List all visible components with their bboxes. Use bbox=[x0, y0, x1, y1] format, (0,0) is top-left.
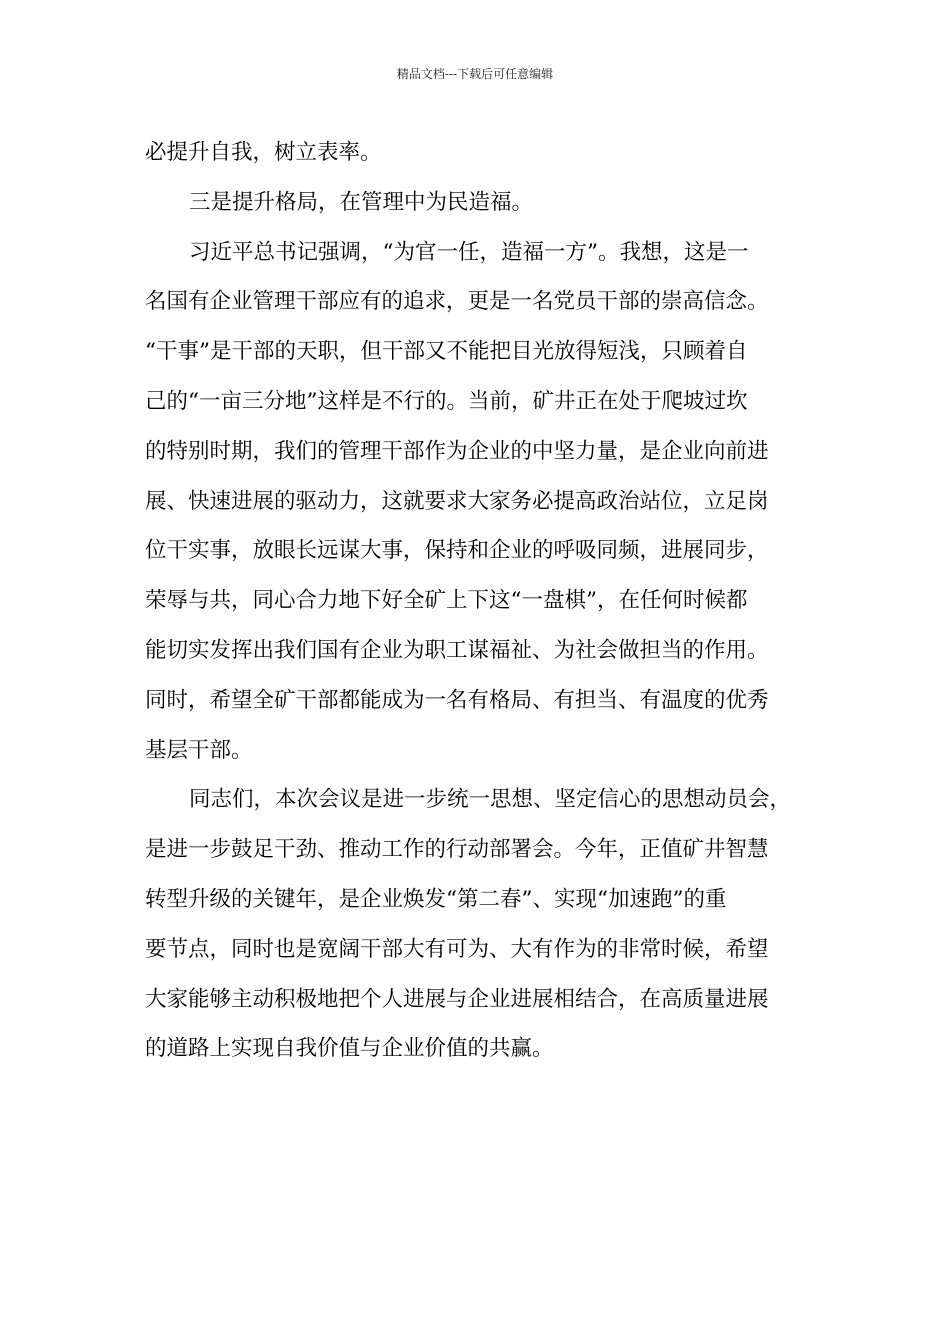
text-line: 的道路上实现自我价值与企业价值的共赢。 bbox=[145, 1036, 554, 1062]
text-line: 转型升级的关键年，是企业焕发“第二春”、实现“加速跑”的重 bbox=[145, 886, 727, 912]
text-line: 习近平总书记强调，“为官一任，造福一方”。我想，这是一 bbox=[189, 239, 749, 265]
text-line: 名国有企业管理干部应有的追求，更是一名党员干部的崇高信念。 bbox=[145, 289, 769, 315]
text-line: 能切实发挥出我们国有企业为职工谋福祉、为社会做担当的作用。 bbox=[145, 637, 769, 663]
text-line: 己的“一亩三分地”这样是不行的。当前，矿井正在处于爬坡过坎 bbox=[145, 388, 748, 414]
text-line: 是进一步鼓足干劲、推动工作的行动部署会。今年，正值矿井智慧 bbox=[145, 837, 769, 863]
text-line: 展、快速进展的驱动力，这就要求大家务必提高政治站位，立足岗 bbox=[145, 488, 769, 514]
text-line: 荣辱与共，同心合力地下好全矿上下这“一盘棋”，在任何时候都 bbox=[145, 588, 748, 614]
text-line: 必提升自我，树立表率。 bbox=[145, 140, 382, 165]
text-line: 的特别时期，我们的管理干部作为企业的中坚力量，是企业向前进 bbox=[145, 438, 769, 464]
text-line: 要节点，同时也是宽阔干部大有可为、大有作为的非常时候，希望 bbox=[145, 936, 769, 962]
text-line: 同时，希望全矿干部都能成为一名有格局、有担当、有温度的优秀 bbox=[145, 687, 769, 713]
text-line: 大家能够主动积极地把个人进展与企业进展相结合，在高质量进展 bbox=[145, 986, 769, 1012]
page-header: 精品文档---下载后可任意编辑 bbox=[396, 67, 554, 81]
text-line: 三是提升格局，在管理中为民造福。 bbox=[189, 189, 534, 215]
text-line: 同志们，本次会议是进一步统一思想、坚定信心的思想动员会， bbox=[189, 787, 792, 813]
text-line: “干事”是干部的天职，但干部又不能把目光放得短浅，只顾着自 bbox=[145, 339, 748, 365]
text-line: 位干实事，放眼长远谋大事，保持和企业的呼吸同频，进展同步， bbox=[145, 538, 769, 564]
document-body bbox=[145, 128, 807, 1074]
text-line: 基层干部。 bbox=[145, 737, 253, 763]
